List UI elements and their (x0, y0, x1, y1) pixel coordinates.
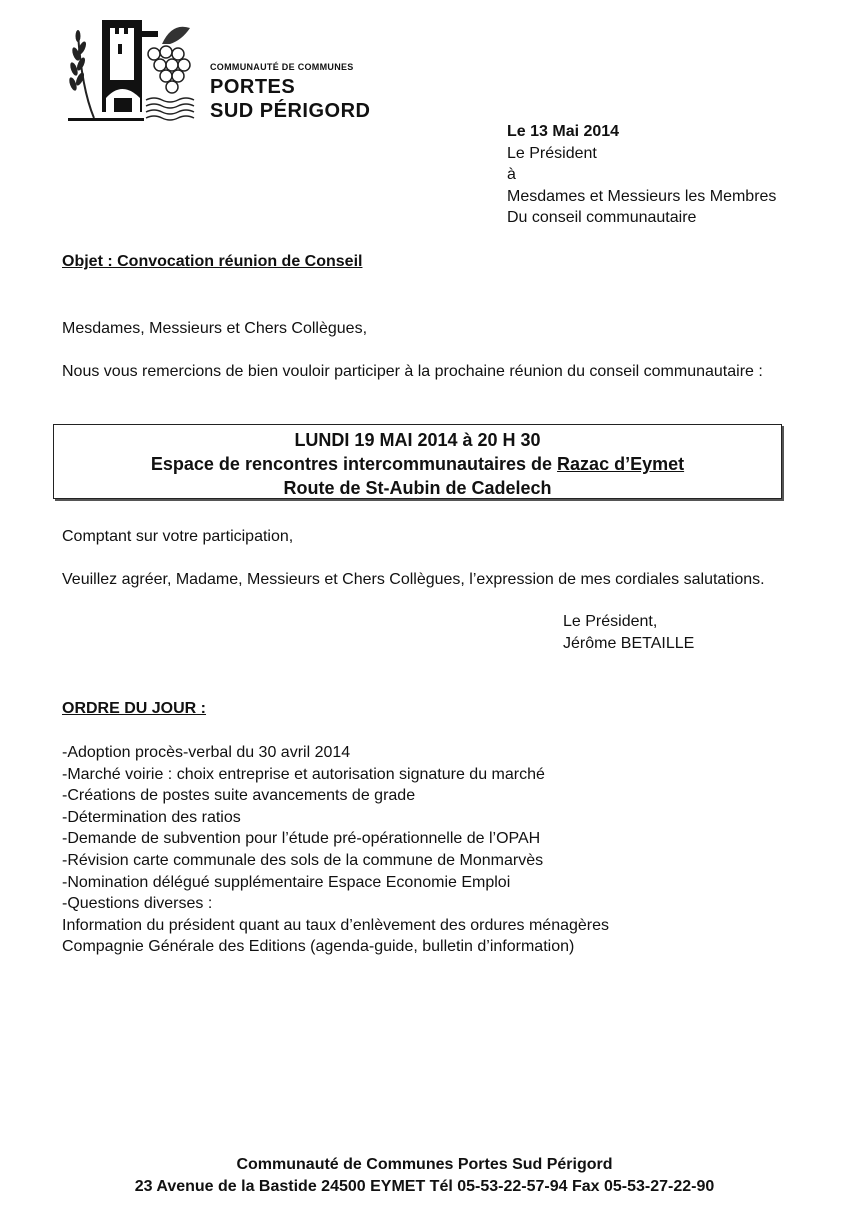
agenda-item: -Détermination des ratios (62, 808, 241, 826)
meeting-location-prefix: Espace de rencontres intercommunautaires de (150, 454, 558, 474)
agenda-item: -Adoption procès-verbal du 30 avril 2014 (62, 744, 351, 761)
logo-emblem-icon (62, 14, 210, 126)
address-block (507, 121, 776, 229)
agenda-item: -Demande de subvention pour l’étude pré-opérationnelle de l’OPAH (62, 830, 541, 848)
signature-name: Jérôme BETAILLE (563, 634, 695, 652)
meeting-date-time: LUNDI 19 MAI 2014 à 20 H 30 (294, 430, 541, 450)
logo-caption: COMMUNAUTÉ DE COMMUNES (210, 62, 354, 72)
agenda-item: -Révision carte communale des sols de la commune de Monmarvès (62, 851, 544, 869)
meeting-details-box (53, 424, 782, 499)
agenda-title: ORDRE DU JOUR : (62, 700, 207, 717)
recipient-line-1: Mesdames et Messieurs les Membres (507, 187, 777, 205)
logo-name-line1: PORTES (210, 76, 296, 98)
footer-contact: 23 Avenue de la Bastide 24500 EYMET Tél 05-53-22-57-94 Fax 05-53-27-22-90 (134, 1178, 715, 1195)
participation-line: Comptant sur votre participation, (62, 528, 294, 545)
intro-paragraph: Nous vous remercions de bien vouloir participer à la prochaine réunion du conseil communautaire : (62, 363, 763, 380)
sender-title: Le Président (507, 144, 597, 162)
agenda-item: Compagnie Générale des Editions (agenda-guide, bulletin d’information) (62, 938, 575, 956)
signature-title: Le Président, (563, 613, 658, 630)
agenda-item: -Créations de postes suite avancements de grade (62, 787, 416, 805)
agenda-list (62, 742, 609, 958)
meeting-location-place: Razac d’Eymet (557, 454, 685, 474)
organization-logo (62, 14, 210, 126)
subject-line: Objet : Convocation réunion de Conseil (62, 253, 363, 270)
agenda-item: -Nomination délégué supplémentaire Espace Economie Emploi (62, 873, 511, 891)
meeting-road: Route de St-Aubin de Cadelech (283, 478, 552, 498)
agenda-item: -Marché voirie : choix entreprise et autorisation signature du marché (62, 765, 545, 783)
footer-organization: Communauté de Communes Portes Sud Périgord (236, 1156, 613, 1173)
meeting-location (54, 452, 781, 476)
closing-paragraph: Veuillez agréer, Madame, Messieurs et Chers Collègues, l’expression de mes cordiales salutations. (62, 571, 765, 588)
recipient-line-2: Du conseil communautaire (507, 209, 697, 226)
recipient-prefix: à (507, 166, 516, 183)
footer (0, 1154, 849, 1198)
agenda-item: -Questions diverses : (62, 895, 213, 913)
letter-date: Le 13 Mai 2014 (507, 123, 620, 140)
salutation: Mesdames, Messieurs et Chers Collègues, (62, 320, 368, 337)
logo-name-line2: SUD PÉRIGORD (210, 100, 371, 122)
agenda-item: Information du président quant au taux d’enlèvement des ordures ménagères (62, 916, 610, 934)
signature-block (563, 611, 694, 654)
